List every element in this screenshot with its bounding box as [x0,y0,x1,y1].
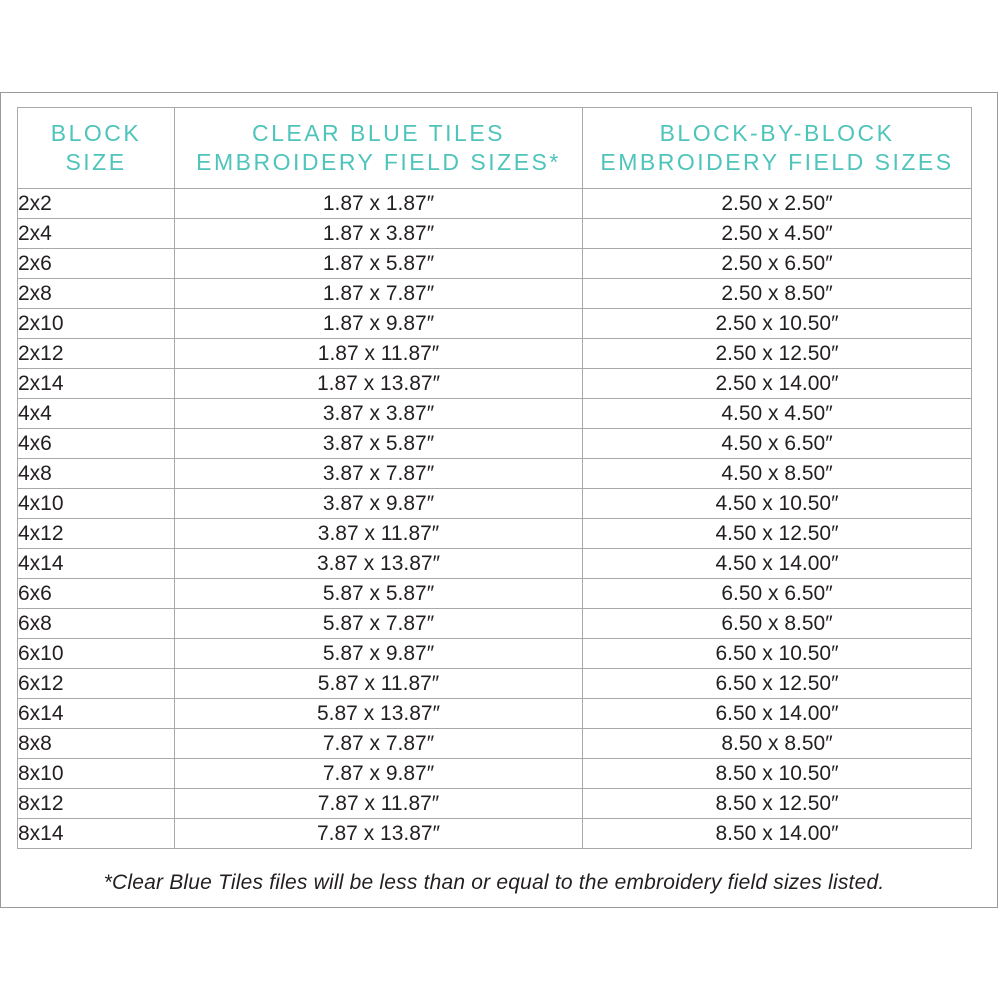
table-row [18,489,972,519]
table-row [18,549,972,579]
block-size-cell: 2x4 [18,219,175,249]
table-row [18,669,972,699]
table-row [18,339,972,369]
block-by-block-size-cell: 2.50 x 6.50″ [583,249,972,279]
header-block-size-line1: BLOCK [50,120,142,146]
block-size-cell: 8x8 [18,729,175,759]
clear-blue-tiles-size-cell: 3.87 x 11.87″ [175,519,583,549]
table-row [18,249,972,279]
clear-blue-tiles-size-cell: 1.87 x 11.87″ [175,339,583,369]
block-by-block-size-cell: 6.50 x 6.50″ [583,579,972,609]
clear-blue-tiles-size-cell: 1.87 x 3.87″ [175,219,583,249]
header-block-by-block-line1: BLOCK-BY-BLOCK [659,120,895,146]
footnote: *Clear Blue Tiles files will be less than or equal to the embroidery field sizes listed. [103,871,885,894]
header-clear-blue-tiles [175,108,583,189]
block-size-cell: 2x6 [18,249,175,279]
clear-blue-tiles-size-cell: 3.87 x 3.87″ [175,399,583,429]
clear-blue-tiles-size-cell: 1.87 x 1.87″ [175,189,583,219]
table-row [18,579,972,609]
clear-blue-tiles-size-cell: 3.87 x 5.87″ [175,429,583,459]
table-row [18,519,972,549]
block-by-block-size-cell: 6.50 x 8.50″ [583,609,972,639]
clear-blue-tiles-size-cell: 1.87 x 5.87″ [175,249,583,279]
block-by-block-size-cell: 8.50 x 8.50″ [583,729,972,759]
table-row [18,459,972,489]
table-row [18,369,972,399]
table-header-row [18,108,972,189]
table-row [18,399,972,429]
block-size-cell: 8x10 [18,759,175,789]
clear-blue-tiles-size-cell: 5.87 x 11.87″ [175,669,583,699]
clear-blue-tiles-size-cell: 1.87 x 7.87″ [175,279,583,309]
clear-blue-tiles-size-cell: 3.87 x 7.87″ [175,459,583,489]
table-body [18,189,972,849]
clear-blue-tiles-size-cell: 3.87 x 9.87″ [175,489,583,519]
table-row [18,699,972,729]
block-size-cell: 4x14 [18,549,175,579]
block-by-block-size-cell: 6.50 x 14.00″ [583,699,972,729]
header-block-size [18,108,175,189]
table-row [18,609,972,639]
table-row [18,189,972,219]
table-row [18,759,972,789]
block-size-cell: 4x6 [18,429,175,459]
size-chart [0,92,998,908]
block-size-cell: 6x14 [18,699,175,729]
block-by-block-size-cell: 2.50 x 12.50″ [583,339,972,369]
block-size-cell: 6x10 [18,639,175,669]
block-size-cell: 6x8 [18,609,175,639]
clear-blue-tiles-size-cell: 5.87 x 9.87″ [175,639,583,669]
block-size-cell: 2x12 [18,339,175,369]
embroidery-size-table [17,107,972,849]
header-block-by-block-line2: EMBROIDERY FIELD SIZES [600,149,954,175]
block-by-block-size-cell: 6.50 x 10.50″ [583,639,972,669]
block-size-cell: 2x8 [18,279,175,309]
clear-blue-tiles-size-cell: 1.87 x 13.87″ [175,369,583,399]
block-by-block-size-cell: 2.50 x 4.50″ [583,219,972,249]
table-row [18,219,972,249]
block-by-block-size-cell: 4.50 x 14.00″ [583,549,972,579]
block-size-cell: 4x4 [18,399,175,429]
header-block-size-line2: SIZE [65,149,127,175]
block-by-block-size-cell: 6.50 x 12.50″ [583,669,972,699]
block-size-cell: 2x2 [18,189,175,219]
block-size-cell: 2x14 [18,369,175,399]
block-size-cell: 4x10 [18,489,175,519]
block-size-cell: 8x14 [18,819,175,849]
block-by-block-size-cell: 2.50 x 14.00″ [583,369,972,399]
block-by-block-size-cell: 4.50 x 10.50″ [583,489,972,519]
clear-blue-tiles-size-cell: 1.87 x 9.87″ [175,309,583,339]
block-by-block-size-cell: 4.50 x 8.50″ [583,459,972,489]
header-clear-blue-tiles-line2: EMBROIDERY FIELD SIZES* [196,149,561,175]
table-row [18,429,972,459]
block-by-block-size-cell: 2.50 x 10.50″ [583,309,972,339]
table-row [18,789,972,819]
clear-blue-tiles-size-cell: 5.87 x 5.87″ [175,579,583,609]
clear-blue-tiles-size-cell: 7.87 x 9.87″ [175,759,583,789]
table-row [18,309,972,339]
block-size-cell: 4x12 [18,519,175,549]
block-size-cell: 2x10 [18,309,175,339]
header-block-by-block [583,108,972,189]
block-size-cell: 6x12 [18,669,175,699]
clear-blue-tiles-size-cell: 3.87 x 13.87″ [175,549,583,579]
clear-blue-tiles-size-cell: 7.87 x 13.87″ [175,819,583,849]
block-by-block-size-cell: 8.50 x 10.50″ [583,759,972,789]
header-clear-blue-tiles-line1: CLEAR BLUE TILES [251,120,506,146]
block-size-cell: 8x12 [18,789,175,819]
table-row [18,819,972,849]
clear-blue-tiles-size-cell: 7.87 x 7.87″ [175,729,583,759]
block-by-block-size-cell: 2.50 x 8.50″ [583,279,972,309]
clear-blue-tiles-size-cell: 5.87 x 13.87″ [175,699,583,729]
clear-blue-tiles-size-cell: 5.87 x 7.87″ [175,609,583,639]
table-row [18,279,972,309]
block-size-cell: 4x8 [18,459,175,489]
block-by-block-size-cell: 2.50 x 2.50″ [583,189,972,219]
table-row [18,729,972,759]
block-by-block-size-cell: 8.50 x 12.50″ [583,789,972,819]
block-size-cell: 6x6 [18,579,175,609]
block-by-block-size-cell: 4.50 x 12.50″ [583,519,972,549]
clear-blue-tiles-size-cell: 7.87 x 11.87″ [175,789,583,819]
block-by-block-size-cell: 8.50 x 14.00″ [583,819,972,849]
block-by-block-size-cell: 4.50 x 6.50″ [583,429,972,459]
block-by-block-size-cell: 4.50 x 4.50″ [583,399,972,429]
table-row [18,639,972,669]
